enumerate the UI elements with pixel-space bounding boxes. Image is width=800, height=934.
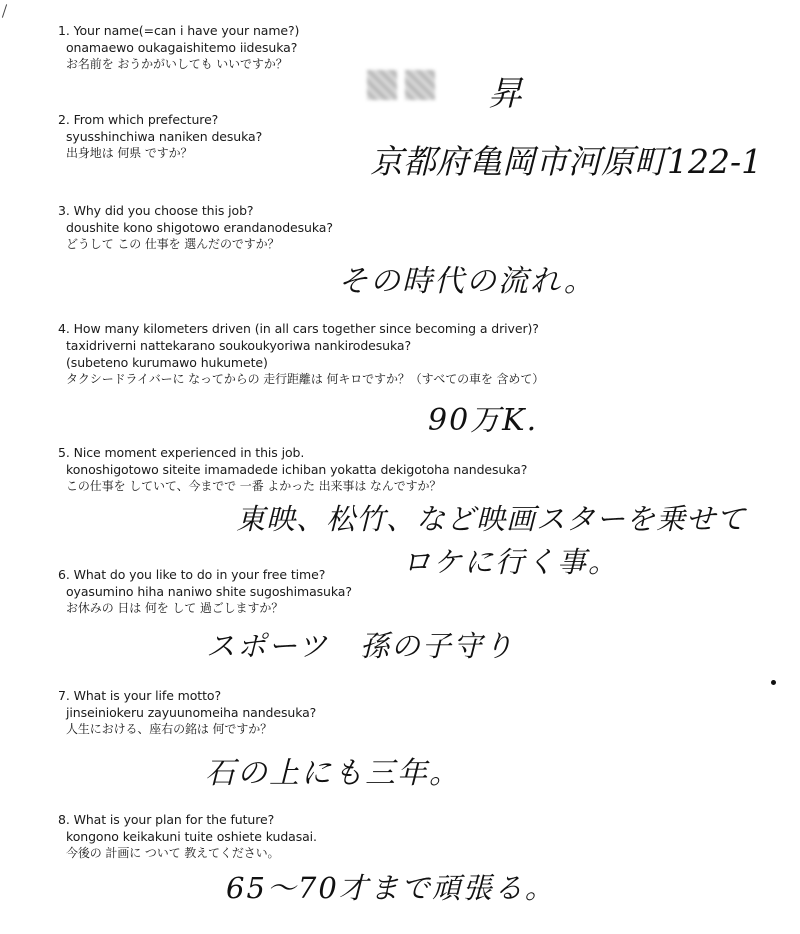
question-6-japanese: お休みの 日は 何を して 過ごしますか？ — [66, 601, 284, 615]
question-7-romaji: jinseiniokeru zayuunomeiha nandesuka? — [66, 705, 317, 720]
question-6 — [58, 566, 778, 617]
answer-8-handwriting: 65～70才まで頑張る。 — [226, 871, 556, 905]
question-2-romaji: syusshinchiwa naniken desuka? — [66, 129, 263, 144]
question-1-japanese: お名前を おうかがいしても いいですか？ — [66, 57, 288, 71]
question-5-english: 5. Nice moment experienced in this job. — [58, 445, 305, 460]
answer-1-handwriting: 昇 — [488, 74, 524, 114]
question-7 — [58, 687, 778, 738]
question-8-japanese: 今後の 計画に ついて 教えてください。 — [66, 846, 280, 860]
question-2-english: 2. From which prefecture? — [58, 112, 219, 127]
question-7-english: 7. What is your life motto? — [58, 688, 221, 703]
question-5 — [58, 444, 778, 495]
answer-7-handwriting: 石の上にも三年。 — [205, 756, 461, 791]
question-8-romaji: kongono keikakuni tuite oshiete kudasai. — [66, 829, 317, 844]
question-8 — [58, 811, 778, 862]
question-6-english: 6. What do you like to do in your free time? — [58, 567, 326, 582]
question-3-english: 3. Why did you choose this job? — [58, 203, 254, 218]
answer-2-handwriting: 京都府亀岡市河原町122-1 — [370, 142, 763, 181]
ink-speck — [771, 680, 776, 685]
question-7-japanese: 人生における、座右の銘は 何ですか？ — [66, 722, 273, 736]
question-3-japanese: どうして この 仕事を 選んだのですか？ — [66, 237, 280, 251]
question-6-romaji: oyasumino hiha naniwo shite sugoshimasuka? — [66, 584, 352, 599]
question-2-japanese: 出身地は 何県 ですか？ — [66, 146, 193, 160]
question-4 — [58, 320, 778, 388]
question-1-english: 1. Your name(=can i have your name?) — [58, 23, 300, 38]
answer-4-handwriting: 90万K. — [428, 403, 539, 438]
question-4-english: 4. How many kilometers driven (in all cars together since becoming a driver)? — [58, 321, 539, 336]
question-4-romaji: taxidriverni nattekarano soukoukyoriwa nankirodesuka? — [66, 338, 412, 353]
question-4-romaji-note: (subeteno kurumawo hukumete) — [66, 355, 268, 370]
question-5-romaji: konoshigotowo siteite imamadede ichiban yokatta dekigotoha nandesuka? — [66, 462, 528, 477]
answer-5-handwriting-line-1: 東映、松竹、など映画スターを乗せて — [236, 502, 747, 536]
redacted-name-blur — [367, 66, 445, 104]
answer-3-handwriting: その時代の流れ。 — [338, 264, 596, 299]
question-3-romaji: doushite kono shigotowo erandanodesuka? — [66, 220, 333, 235]
question-4-japanese: タクシードライバーに なってからの 走行距離は 何キロですか？（すべての車を 含めて） — [66, 372, 545, 386]
question-8-english: 8. What is your plan for the future? — [58, 812, 275, 827]
answer-6-handwriting: スポーツ 孫の子守り — [206, 629, 515, 663]
question-3 — [58, 202, 778, 253]
question-5-japanese: この仕事を していて、今までで 一番 よかった 出来事は なんですか？ — [66, 479, 442, 493]
question-1-romaji: onamaewo oukagaishitemo iidesuka? — [66, 40, 298, 55]
corner-mark — [2, 4, 7, 18]
answer-5-handwriting-line-2: ロケに行く事。 — [402, 545, 620, 579]
